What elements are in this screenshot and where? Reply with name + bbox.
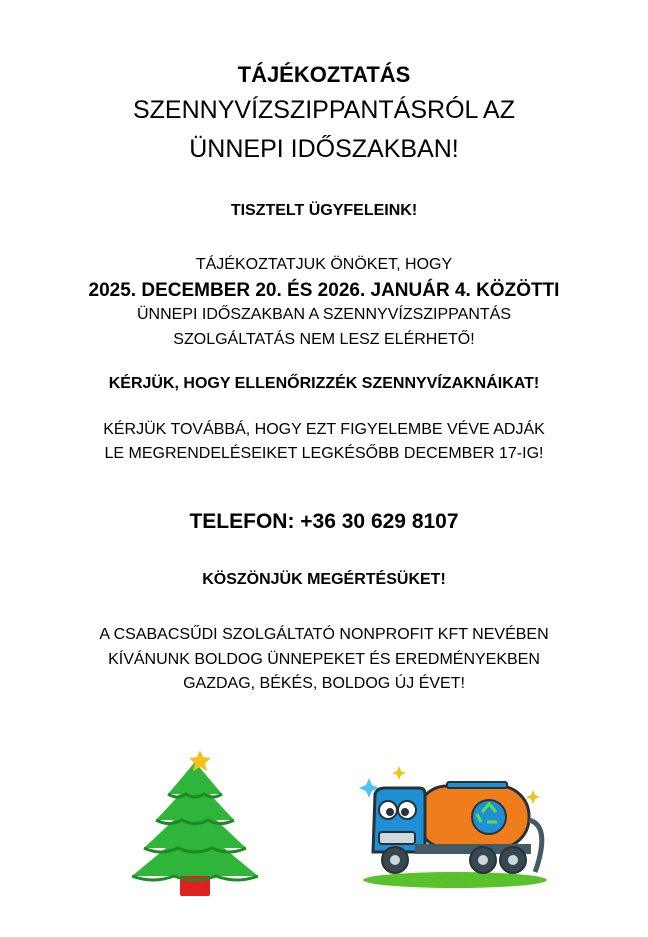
- order-request-line-1: KÉRJÜK TOVÁBBÁ, HOGY EZT FIGYELEMBE VÉVE ADJÁK: [103, 421, 545, 438]
- title-line-1: TÁJÉKOZTATÁS: [237, 62, 411, 87]
- notice-line-3: ÜNNEPI IDŐSZAKBAN A SZENNYVÍZSZIPPANTÁS: [136, 306, 511, 323]
- order-request-line-2: LE MEGRENDELÉSEIKET LEGKÉSŐBB DECEMBER 17-IG!: [104, 445, 544, 462]
- greeting: TISZTELT ÜGYFELEINK!: [230, 202, 418, 219]
- title-line-3: ÜNNEPI IDŐSZAKBAN!: [189, 135, 459, 163]
- grass-ground: [363, 872, 547, 888]
- notice-dates: 2025. DECEMBER 20. ÉS 2026. JANUÁR 4. KÖZÖTTI: [88, 280, 560, 301]
- christmas-tree-icon: [128, 748, 262, 900]
- phone-number: TELEFON: +36 30 629 8107: [189, 510, 459, 533]
- thanks-text: KÖSZÖNJÜK MEGÉRTÉSÜKET!: [202, 571, 446, 588]
- wishes-line-1: A CSABACSŰDI SZOLGÁLTATÓ NONPROFIT KFT NEVÉBEN: [99, 626, 549, 643]
- tree-pot: [180, 874, 210, 896]
- tanker-truck-icon: [355, 760, 553, 890]
- title-line-2: SZENNYVÍZSZIPPANTÁSRÓL AZ: [132, 96, 516, 124]
- wishes-line-3: GAZDAG, BÉKÉS, BOLDOG ÚJ ÉVET!: [183, 675, 465, 692]
- notice-line-4: SZOLGÁLTATÁS NEM LESZ ELÉRHETŐ!: [173, 331, 475, 348]
- notice-line-1: TÁJÉKOZTATJUK ÖNÖKET, HOGY: [195, 256, 453, 273]
- check-request: KÉRJÜK, HOGY ELLENŐRIZZÉK SZENNYVÍZAKNÁIKAT!: [108, 375, 540, 392]
- wishes-line-2: KÍVÁNUNK BOLDOG ÜNNEPEKET ÉS EREDMÉNYEKBEN: [108, 651, 540, 668]
